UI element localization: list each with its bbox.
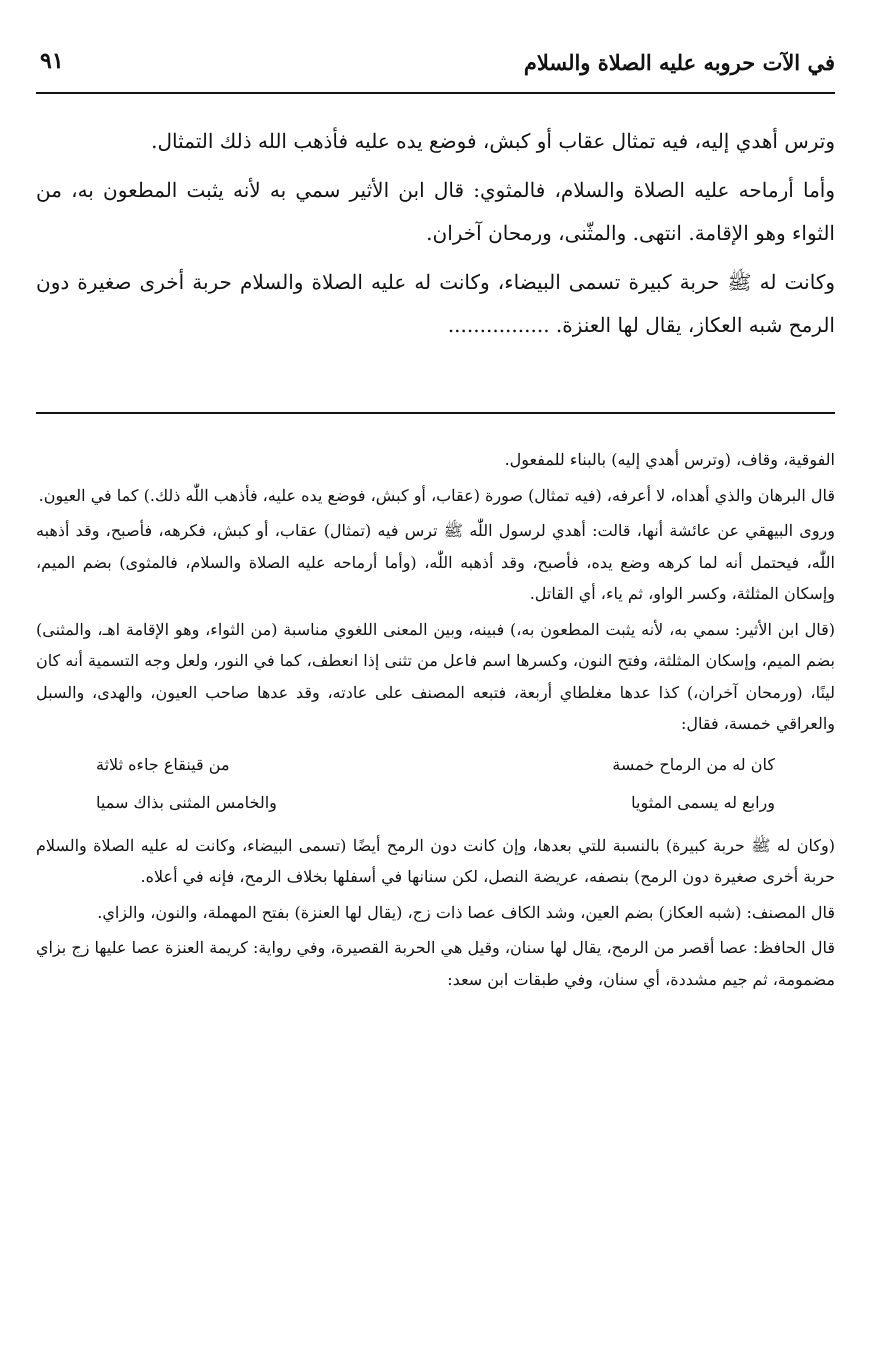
verse-hemistich: والخامس المثنى بذاك سميا	[96, 792, 277, 812]
verse-hemistich: من قينقاع جاءه ثلاثة	[96, 754, 230, 774]
running-title: في الآت حروبه عليه الصلاة والسلام	[523, 50, 835, 75]
main-paragraph: وترس أهدي إليه، فيه تمثال عقاب أو كبش، فوضع يده عليه فأذهب الله ذلك التمثال.	[151, 129, 835, 153]
commentary-paragraph: (وكان له ﷺ حربة كبيرة) بالنسبة للتي بعدها، وإن كانت دون الرمح أيضًا (تسمى البيضاء، وكانت له عليه الصلاة والسلام حربة أخرى صغيرة دون الرمح) بنصفه، عريضة النصل، لكن سنانها في أسفلها بخلاف الرمح، فإنه في أعلاه.	[36, 835, 835, 886]
commentary-paragraph: قال البرهان والذي أهداه، لا أعرفه، (فيه تمثال) صورة (عقاب، أو كبش، فوضع يده عليه، فأذهب اللّٰه ذلك.) كما في العيون.	[38, 485, 835, 505]
commentary-text	[36, 444, 835, 999]
commentary-paragraph: قال المصنف: (شبه العكاز) بضم العين، وشد الكاف عصا ذات زج، (يقال لها العنزة) بفتح المهملة، والنون، والزاي.	[97, 902, 835, 922]
verse-hemistich: ورابع له يسمى المثويا	[631, 792, 775, 812]
verse-line	[36, 784, 835, 822]
main-paragraph: وأما أرماحه عليه الصلاة والسلام، فالمثوي: قال ابن الأثير سمي به لأنه يثبت المطعون به، من الثواء وهو الإقامة. انتهى. والمثّنى، ورمحان آخران.	[36, 178, 835, 245]
commentary-paragraph: قال الحافظ: عصا أقصر من الرمح، يقال لها سنان، وقيل هي الحربة القصيرة، وفي رواية: كريمة العنزة عصا عليها زج بزاي مضمومة، ثم جيم مشددة، أي سنان، وفي طبقات ابن سعد:	[36, 938, 835, 989]
section-divider	[36, 412, 835, 414]
commentary-paragraph: وروى البيهقي عن عائشة أنها، قالت: أهدي لرسول اللّٰه ﷺ ترس فيه (تمثال) عقاب، أو كبش، فكرهه، فأصبح، وقد أذهبه اللّٰه، فيحتمل أنه لما كرهه وضع يده، فأصبح، وقد أذهبه اللّٰه، (وأما أرماحه عليه الصلاة والسلام، فالمثوى) بضم الميم، وإسكان المثلثة، وكسر الواو، ثم ياء، أي القاتل.	[36, 521, 836, 603]
main-paragraph: وكانت له ﷺ حربة كبيرة تسمى البيضاء، وكانت له عليه الصلاة والسلام حربة أخرى صغيرة دون الرمح شبه العكاز، يقال لها العنزة. ................	[36, 270, 835, 337]
poem-verses	[36, 746, 835, 822]
verse-line	[36, 746, 835, 784]
commentary-paragraph: (قال ابن الأثير: سمي به، لأنه يثبت المطعون به،) فبينه، وبين المعنى اللغوي مناسبة (من الثواء، وهو الإقامة اهـ، والمثنى) بضم الميم، وإسكان المثلثة، وفتح النون، وكسرها اسم فاعل من تثنى إذا انعطف، كما في النور، ولعل وجه التسمية أنه كان لينًا، (ورمحان آخران،) كذا عدها مغلطاي أربعة، فتبعه المصنف على عادته، وقد عدها صاحب العيون، والهدى، والسبل والعراقي خمسة، فقال:	[36, 619, 836, 733]
page-header	[36, 34, 835, 94]
page-number: ٩١	[40, 48, 64, 74]
verse-hemistich: كان له من الرماح خمسة	[612, 754, 775, 774]
main-text	[36, 120, 835, 353]
commentary-paragraph: الفوقية، وقاف، (وترس أهدي إليه) بالبناء للمفعول.	[504, 450, 835, 469]
